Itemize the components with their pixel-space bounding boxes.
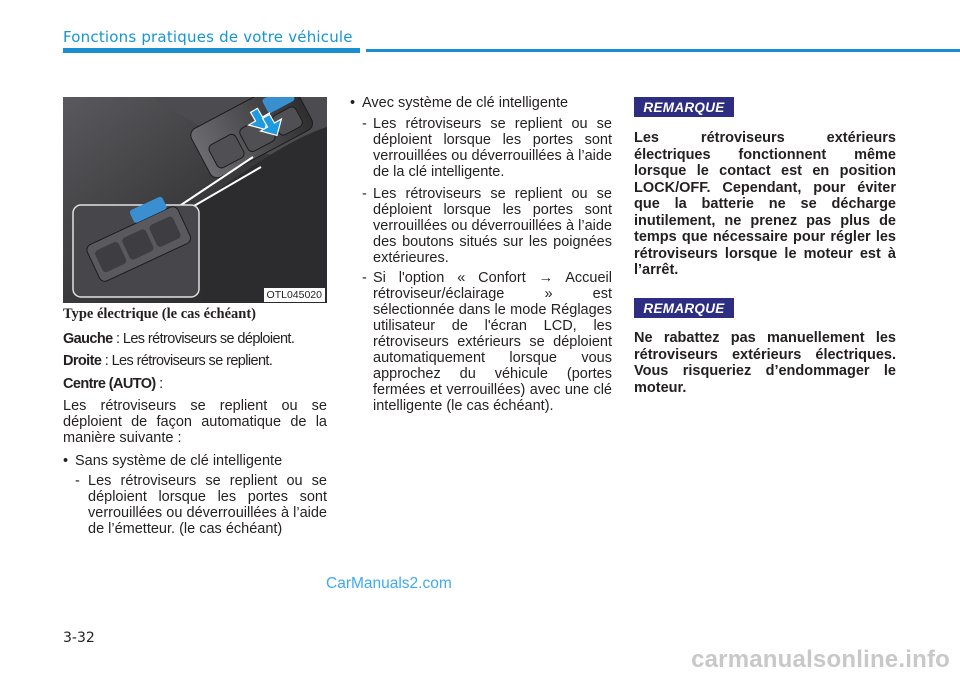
watermark-link[interactable]: CarManuals2.com [326,575,452,592]
dash-boutons-poignees: Les rétroviseurs se replient ou se déploient lorsque les portes sont verrouillées ou déverrouillées à l’aide des boutons situés sur les poignées extérieures. [373,186,612,266]
dash-emetteur: Les rétroviseurs se replient ou se déploient lorsque les portes sont verrouillées ou déverrouillées à l’aide de l’émetteur. (le cas échéant) [88,473,327,537]
section-title: Fonctions pratiques de votre véhicule [63,28,353,46]
figure-caption: Type électrique (le cas échéant) [63,306,257,322]
droite-label: Droite [63,353,102,369]
centre-text: : [155,376,163,392]
gauche-line [63,331,333,347]
dash-marker: - [75,473,80,489]
droite-line [63,353,333,369]
door-panel-illustration [63,97,327,303]
bullet-avec-cle: • Avec système de clé intelligente [362,95,612,111]
gauche-label: Gauche [63,331,113,347]
remarque-badge: REMARQUE [634,298,734,318]
dash-marker: - [362,270,367,286]
remarque-text-batterie: Les rétroviseurs extérieurs électriques fonctionnent même lorsque le contact est en position LOCK/OFF. Cependant, pour éviter que la batterie ne se décharge inutilement, ne prenez pas plus de temps que nécessaire pour régler les rétroviseurs lorsque le moteur est à l’arrêt. [634,130,896,278]
dash-option-confort: Si l'option « Confort → Accueil rétroviseur/éclairage » est sélectionnée dans le mode Réglages utilisateur de l'écran LCD, les rétroviseurs extérieurs se déploient automatiquement lorsque vous approchez du véhicule (portes fermées et verrouillées) avec une clé intelligente (le cas échéant). [373,270,612,414]
intro-paragraph: Les rétroviseurs se replient ou se déploient de façon automatique de la manière suivante : [63,398,327,446]
droite-text: : Les rétroviseurs se replient. [101,353,273,369]
figure-code: OTL045020 [264,288,325,302]
dash-marker: - [362,116,367,132]
header-bar [63,48,360,53]
door-switch-photo [63,97,327,303]
centre-line [63,376,333,392]
bullet-sans-cle: • Sans système de clé intelligente [75,453,327,469]
remarque-badge: REMARQUE [634,97,734,117]
gauche-text: : Les rétroviseurs se déploient. [112,331,295,347]
centre-label: Centre (AUTO) [63,376,156,392]
site-watermark: carmanualsonline.info [691,646,950,673]
remarque-text-rabattre: Ne rabattez pas manuellement les rétroviseurs extérieurs électriques. Vous risqueriez d’endommager le moteur. [634,330,896,396]
header-rule [366,49,960,52]
dash-marker: - [362,186,367,202]
page-number: 3-32 [63,630,95,646]
dash-cle-intelligente: Les rétroviseurs se replient ou se déploient lorsque les portes sont verrouillées ou déverrouillées à l’aide de la clé intelligente. [373,116,612,180]
